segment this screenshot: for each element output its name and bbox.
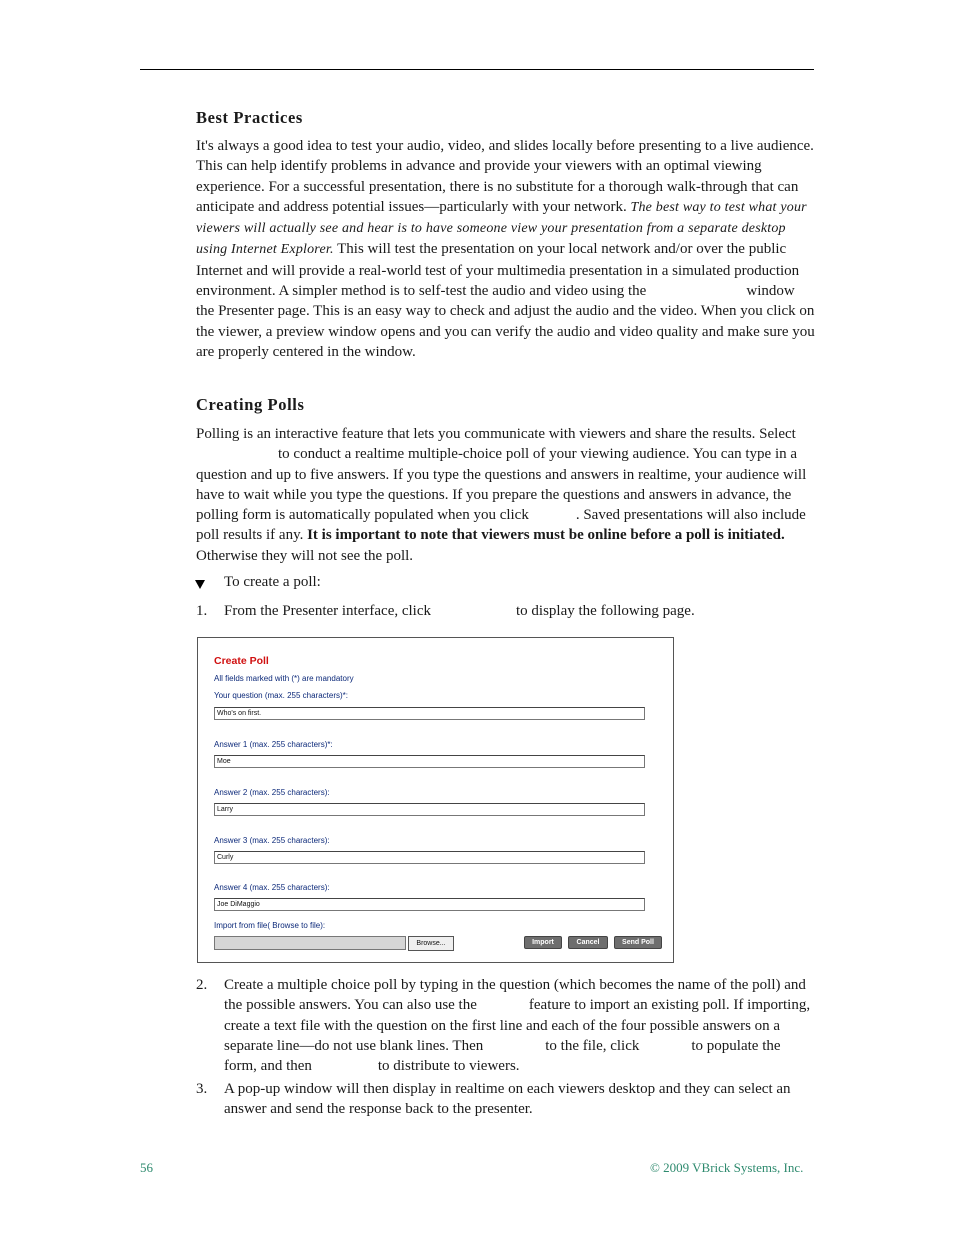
answer-4-label: Answer 4 (max. 255 characters): [214, 883, 330, 892]
create-poll-title: Create Poll [214, 655, 269, 667]
question-input[interactable]: Who's on first. [214, 707, 645, 720]
page-number: 56 [140, 1160, 153, 1175]
cancel-button[interactable]: Cancel [568, 936, 608, 949]
answer-2-label: Answer 2 (max. 255 characters): [214, 788, 330, 797]
heading-creating-polls: Creating Polls [196, 395, 305, 414]
answer-1-input[interactable]: Moe [214, 755, 645, 768]
import-button[interactable]: Import [524, 936, 562, 949]
procedure-triangle-icon [195, 580, 205, 589]
online-warning: It is important to note that viewers must be online before a poll is initiated. [307, 527, 785, 544]
step-2: 2. Create a multiple choice poll by typing in the question (which becomes the name of the poll) and the possible answers. You can also use the feature to import an existing poll. If importing, create a text file with the question on the first line and each of the four possible answers on a separate line—do not use blank lines. Then to the file, click to populate the form, and then to distribute to viewers. [196, 977, 811, 1075]
heading-best-practices: Best Practices [196, 108, 303, 127]
header-rule [140, 69, 814, 70]
step-3: 3. A pop-up window will then display in realtime on each viewers desktop and they can select an answer and send the response back to the presenter. [196, 1081, 791, 1118]
answer-3-input[interactable]: Curly [214, 851, 645, 864]
procedure-label: To create a poll: [224, 574, 321, 590]
best-practices-paragraph: It's always a good idea to test your audio, video, and slides locally before presenting to a live audience. This can help identify problems in advance and provide your viewers with an optimal viewing experience. For a successful presentation, there is no substitute for a thorough walk-through that can anticipate and address potential issues—particularly with your network. The best way to test what your viewers will actually see and hear is to have someone view your presentation from a separate desktop using Internet Explorer. This will test the presentation on your local network and/or over the public Internet and will provide a real-world test of your multimedia presentation in a simulated production environment. A simpler method is to self-test the audio and video using the window the Presenter page. This is an easy way to check and adjust the audio and the video. When you click on the viewer, a preview window opens and you can verify the audio and video quality and make sure you are properly centered in the window. [196, 138, 815, 360]
send-poll-button[interactable]: Send Poll [614, 936, 662, 949]
creating-polls-paragraph: Polling is an interactive feature that lets you communicate with viewers and share the results. Selectto conduct a realtime multiple-choice poll of your viewing audience. You can type in a question and up to five answers. If you type the questions and answers in realtime, your audience will have to wait while you type the questions. If you prepare the questions and answers in advance, the polling form is automatically populated when you click . Saved presentations will also include poll results if any. It is important to note that viewers must be online before a poll is initiated. Otherwise they will not see the poll. [196, 426, 807, 564]
answer-4-input[interactable]: Joe DiMaggio [214, 898, 645, 911]
mandatory-note: All fields marked with (*) are mandatory [214, 674, 354, 683]
import-file-field[interactable] [214, 936, 406, 950]
import-label: Import from file( Browse to file): [214, 921, 326, 930]
create-poll-screenshot [197, 637, 674, 963]
answer-2-input[interactable]: Larry [214, 803, 645, 816]
browse-button[interactable]: Browse... [408, 936, 454, 951]
best-practices-emphasis: The best way to test what your viewers will actually see and hear is to have someone view your presentation from a separate desktop using Internet Explorer. [196, 199, 807, 258]
question-label: Your question (max. 255 characters)*: [214, 691, 348, 700]
answer-3-label: Answer 3 (max. 255 characters): [214, 836, 330, 845]
step-1: 1. From the Presenter interface, click to display the following page. [196, 603, 695, 619]
answer-1-label: Answer 1 (max. 255 characters)*: [214, 740, 333, 749]
copyright: © 2009 VBrick Systems, Inc. [650, 1160, 804, 1175]
